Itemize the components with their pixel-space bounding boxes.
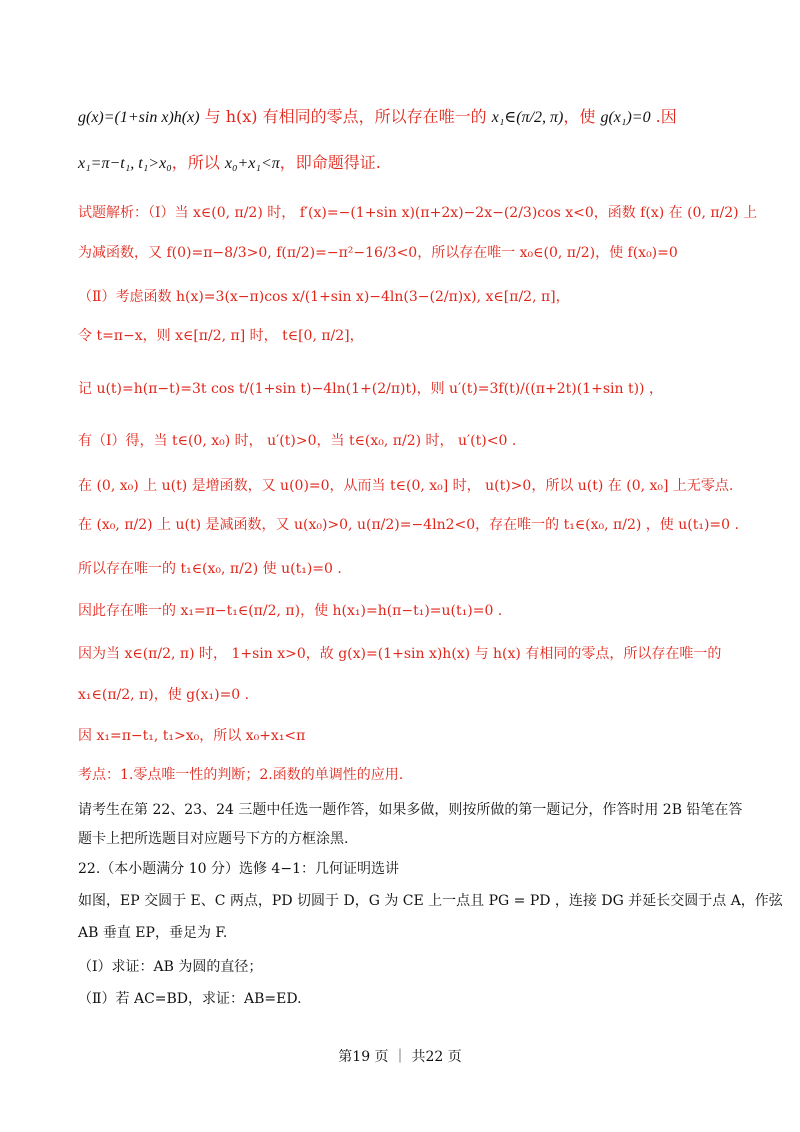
- solution-line-9: 所以存在唯一的 t₁∈(x₀, π/2) 使 u(t₁)=0 .: [78, 561, 342, 577]
- instruction-line-1: 请考生在第 22、23、24 三题中任选一题作答，如果多做，则按所做的第一题记分，作答时用 2B 铅笔在答: [78, 802, 743, 818]
- question-22-text-1: 如图，EP 交圆于 E、C 两点，PD 切圆于 D，G 为 CE 上一点且 PG = PD ，连接 DG 并延长交圆于点 A，作弦: [78, 893, 783, 909]
- solution-line-1: 试题解析：（Ⅰ）当 x∈(0, π/2) 时， f′(x)=−(1+sin x)(π+2x)−2x−(2/3)cos x<0，函数 f(x) 在 (0, π/2) 上: [78, 205, 758, 221]
- text-segment: .因: [650, 107, 677, 126]
- formula-x1-range: x₁∈(π/2, π): [491, 109, 564, 126]
- page-footer: 第19 页 ｜ 共22 页: [338, 1049, 462, 1065]
- question-22-text-2: AB 垂直 EP，垂足为 F.: [78, 925, 228, 941]
- formula-x1: x₁=π−t₁, t₁>x₀: [78, 155, 172, 172]
- formula-g: g(x)=(1+sin x)h(x): [78, 109, 200, 126]
- exam-point: 考点：1.零点唯一性的判断；2.函数的单调性的应用.: [78, 767, 404, 783]
- solution-line-10: 因此存在唯一的 x₁=π−t₁∈(π/2, π)，使 h(x₁)=h(π−t₁)=u(t₁)=0 .: [78, 603, 503, 619]
- solution-line-13: 因 x₁=π−t₁, t₁>x₀，所以 x₀+x₁<π: [78, 728, 306, 744]
- solution-line-6: 有（Ⅰ）得，当 t∈(0, x₀) 时， u′(t)>0，当 t∈(x₀, π/2) 时， u′(t)<0 .: [78, 433, 517, 449]
- solution-line-4: 令 t=π−x，则 x∈[π/2, π] 时， t∈[0, π/2]，: [78, 328, 364, 344]
- text-segment: ，即命题得证.: [279, 153, 381, 172]
- question-22-part-2: （Ⅱ）若 AC=BD，求证：AB=ED.: [78, 991, 302, 1007]
- question-22-part-1: （Ⅰ）求证：AB 为圆的直径；: [78, 959, 263, 975]
- solution-line-5: 记 u(t)=h(π−t)=3t cos t/(1+sin t)−4ln(1+(2/π)t)，则 u′(t)=3f(t)/((π+2t)(1+sin t)) ，: [78, 381, 663, 397]
- text-segment: ，使: [563, 107, 601, 126]
- text-line-2: [78, 150, 760, 173]
- text-line-1: [78, 104, 760, 127]
- solution-line-3: （Ⅱ）考虑函数 h(x)=3(x−π)cos x/(1+sin x)−4ln(3−(2/π)x), x∈[π/2, π]，: [78, 289, 570, 305]
- text-segment: ，所以: [171, 153, 225, 172]
- question-22-header: 22.（本小题满分 10 分）选修 4−1：几何证明选讲: [78, 861, 399, 877]
- solution-line-11: 因为当 x∈(π/2, π) 时， 1+sin x>0，故 g(x)=(1+sin x)h(x) 与 h(x) 有相同的零点，所以存在唯一的: [78, 646, 722, 662]
- instruction-line-2: 题卡上把所选题目对应题号下方的方框涂黑.: [78, 831, 349, 847]
- formula-sum: x₀+x₁<π: [224, 155, 280, 172]
- solution-line-8: 在 (x₀, π/2) 上 u(t) 是减函数，又 u(x₀)>0, u(π/2)=−4ln2<0，存在唯一的 t₁∈(x₀, π/2) ，使 u(t₁)=0 .: [78, 517, 739, 533]
- solution-line-7: 在 (0, x₀) 上 u(t) 是增函数，又 u(0)=0，从而当 t∈(0, x₀] 时， u(t)>0，所以 u(t) 在 (0, x₀] 上无零点.: [78, 478, 734, 494]
- text-segment: 与 h(x) 有相同的零点，所以存在唯一的: [199, 107, 492, 126]
- solution-line-12: x₁∈(π/2, π)，使 g(x₁)=0 .: [78, 687, 250, 703]
- solution-line-2: 为减函数，又 f(0)=π−8/3>0, f(π/2)=−π²−16/3<0，所以存在唯一 x₀∈(0, π/2)，使 f(x₀)=0: [78, 245, 678, 261]
- formula-g-x1: g(x₁)=0: [600, 109, 651, 126]
